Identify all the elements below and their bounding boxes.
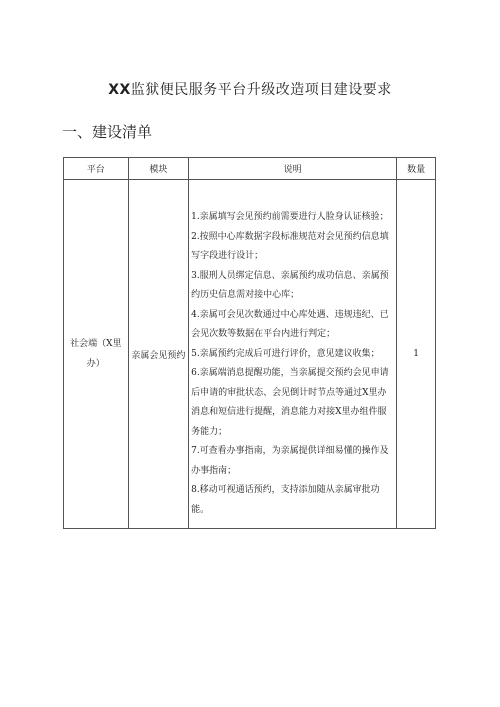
platform-cell [64, 180, 129, 529]
description-item: 5.亲属预约完成后可进行评价，意见建议收集； [191, 348, 380, 359]
description-cell [189, 180, 397, 529]
module-cell [128, 180, 188, 529]
header-description: 说明 [189, 158, 397, 180]
description-item: 8.移动可视通话预约，支持添加随从亲属审批功能。 [191, 485, 380, 515]
platform-value: 社会端（X里办） [70, 339, 122, 369]
description-item: 3.服刑人员绑定信息、亲属预约成功信息、亲属预约历史信息需对接中心库； [191, 270, 389, 300]
description-item: 1.亲属填写会见预约前需要进行人脸身认证核验； [191, 212, 389, 222]
description-item: 4.亲属可会见次数通过中心库处遇、违规违纪、已会见次数等数据在平台内进行判定； [191, 309, 389, 339]
quantity-cell [397, 180, 436, 529]
table-header-row [64, 158, 436, 180]
header-module: 模块 [128, 158, 188, 180]
document-title-text: 监狱便民服务平台升级改造项目建设要求 [130, 82, 392, 98]
section-heading: 一、建设清单 [62, 123, 153, 141]
header-platform: 平台 [64, 158, 129, 180]
description-list [189, 180, 396, 520]
quantity-value: 1 [413, 349, 419, 359]
description-item: 2.按照中心库数据字段标准规范对会见预约信息填写字段进行设计； [191, 231, 389, 261]
document-title [0, 79, 500, 99]
description-item: 6.亲属端消息提醒功能，当亲属提交预约会见申请后申请的审批状态、会见倒计时节点等通过X里办消息和短信进行提醒，消息能力对接X里办组件服务能力； [191, 368, 389, 437]
description-item: 7.可查看办事指南，为亲属提供详细易懂的操作及办事指南； [191, 446, 389, 476]
table-row [64, 180, 436, 529]
document-title-prefix: XX [108, 82, 131, 98]
requirements-table [63, 157, 436, 529]
header-quantity: 数量 [397, 158, 436, 180]
module-value: 亲属会见预约 [131, 350, 186, 361]
